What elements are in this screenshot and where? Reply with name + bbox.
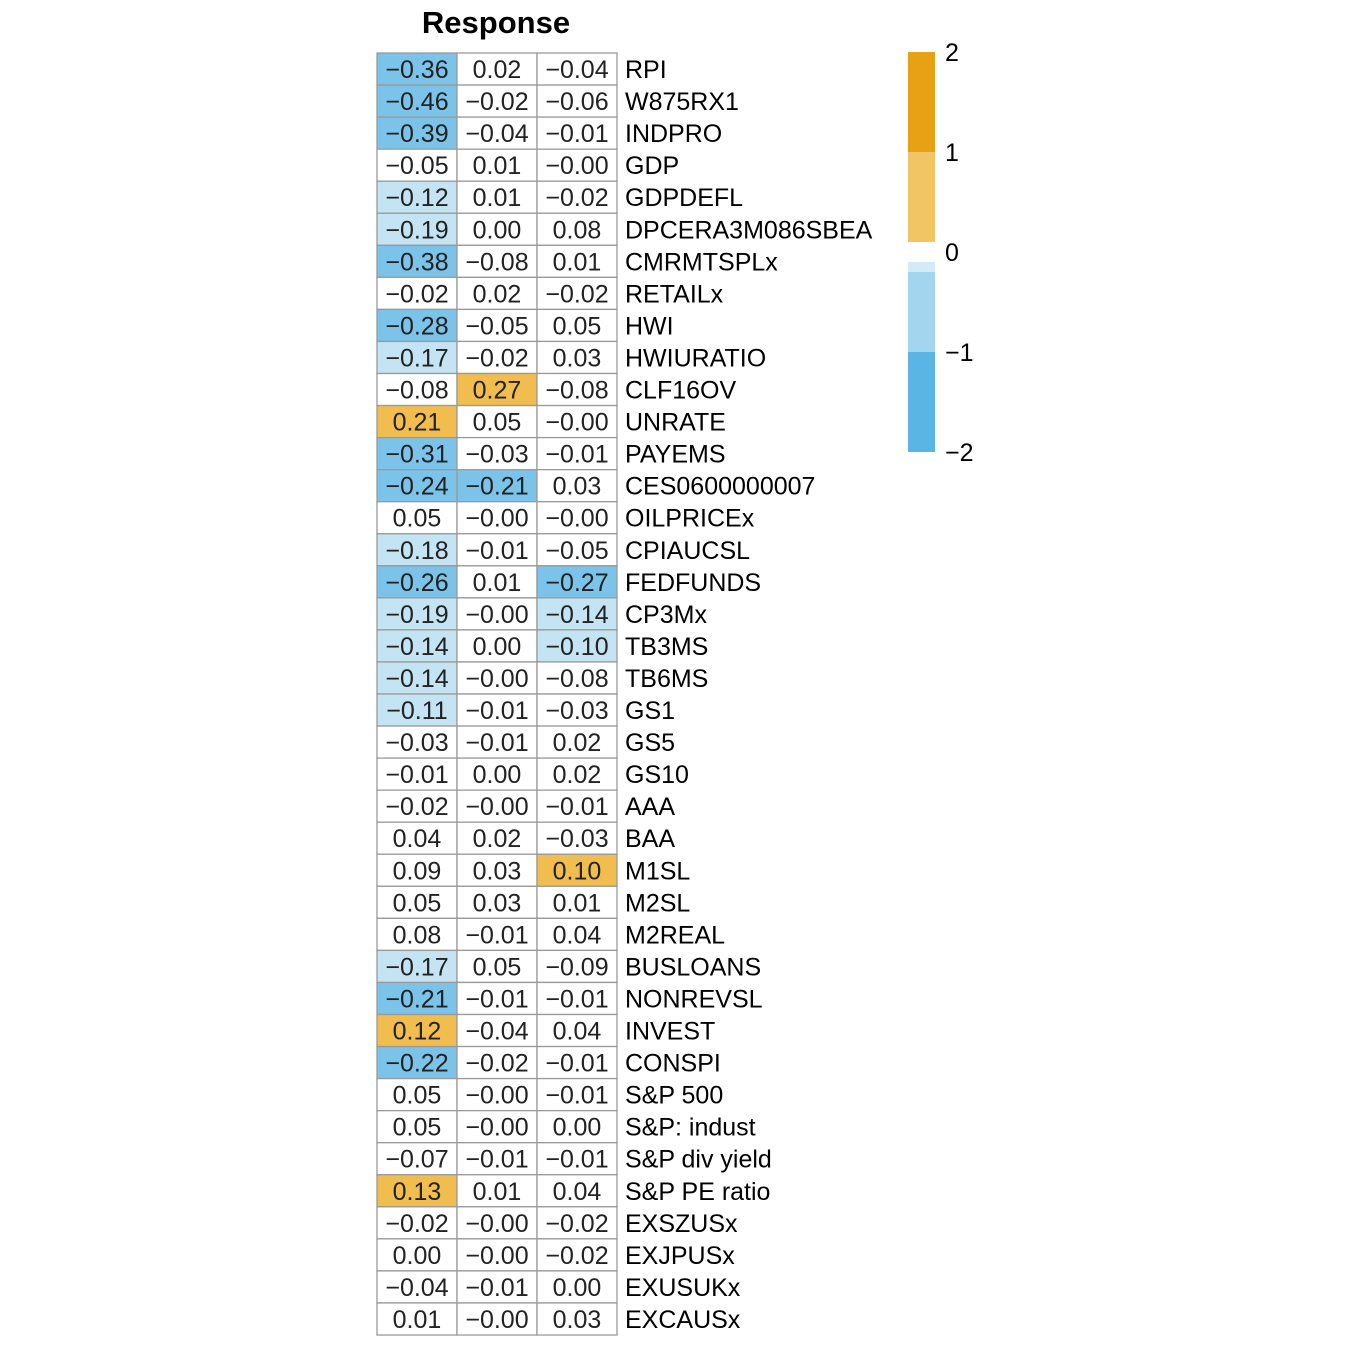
row-label: AAA xyxy=(625,793,676,822)
cell-value-label: −0.00 xyxy=(465,1209,529,1238)
cell-value-label: 0.10 xyxy=(552,857,602,886)
cell-value-label: −0.00 xyxy=(465,600,529,629)
cell-value-label: −0.21 xyxy=(385,985,449,1014)
cell-value-label: −0.39 xyxy=(385,120,449,149)
row-label: S&P PE ratio xyxy=(625,1177,771,1206)
row-label: EXJPUSx xyxy=(625,1241,735,1270)
cell-value-label: 0.01 xyxy=(392,1305,442,1334)
cell-value-label: −0.03 xyxy=(385,729,449,758)
row-label: GDP xyxy=(625,152,680,181)
cell-value-label: 0.12 xyxy=(392,1017,442,1046)
cell-value-label: 0.02 xyxy=(472,280,522,309)
cell-value-label: 0.04 xyxy=(392,825,442,854)
cell-value-label: −0.27 xyxy=(545,568,609,597)
cell-value-label: −0.02 xyxy=(545,280,609,309)
colorbar-tick-label: 2 xyxy=(945,39,959,67)
cell-value-label: −0.14 xyxy=(545,600,609,629)
row-label: HWI xyxy=(625,312,674,341)
row-label: EXSZUSx xyxy=(625,1209,738,1238)
row-label: RPI xyxy=(625,56,667,85)
cell-value-label: 0.00 xyxy=(392,1241,442,1270)
cell-value-label: 0.27 xyxy=(472,376,522,405)
cell-value-label: −0.02 xyxy=(385,1209,449,1238)
colorbar-segment xyxy=(908,152,935,242)
cell-value-label: 0.00 xyxy=(472,761,522,790)
cell-value-label: 0.03 xyxy=(472,857,522,886)
colorbar-tick-label: 0 xyxy=(945,239,959,267)
cell-value-label: 0.00 xyxy=(552,1113,602,1142)
cell-value-label: 0.02 xyxy=(472,825,522,854)
cell-value-label: −0.04 xyxy=(465,120,529,149)
cell-value-label: −0.04 xyxy=(465,1017,529,1046)
cell-value-label: −0.31 xyxy=(385,440,449,469)
cell-value-label: 0.00 xyxy=(552,1273,602,1302)
row-label: NONREVSL xyxy=(625,985,763,1014)
cell-value-label: −0.21 xyxy=(465,472,529,501)
cell-value-label: −0.08 xyxy=(545,664,609,693)
chart-title: Response xyxy=(421,5,571,40)
cell-value-label: −0.00 xyxy=(465,664,529,693)
cell-value-label: 0.05 xyxy=(392,504,442,533)
cell-value-label: 0.00 xyxy=(472,632,522,661)
cell-value-label: −0.46 xyxy=(385,88,449,117)
cell-value-label: −0.00 xyxy=(465,1241,529,1270)
row-label: M2SL xyxy=(625,889,691,918)
cell-value-label: 0.03 xyxy=(552,344,602,373)
colorbar-segment xyxy=(908,52,935,152)
cell-value-label: −0.01 xyxy=(465,536,529,565)
cell-value-label: −0.01 xyxy=(545,1081,609,1110)
row-label: INVEST xyxy=(625,1017,716,1046)
cell-value-label: −0.04 xyxy=(385,1273,449,1302)
row-label: CONSPI xyxy=(625,1049,721,1078)
cell-value-label: 0.01 xyxy=(472,1177,522,1206)
cell-value-label: 0.01 xyxy=(472,152,522,181)
cell-value-label: −0.02 xyxy=(385,793,449,822)
row-label: S&P div yield xyxy=(625,1145,772,1174)
colorbar-tick-label: 1 xyxy=(945,139,959,167)
row-label: BUSLOANS xyxy=(625,953,762,982)
cell-value-label: −0.26 xyxy=(385,568,449,597)
row-label: W875RX1 xyxy=(625,88,739,117)
cell-value-label: −0.01 xyxy=(465,729,529,758)
cell-value-label: −0.24 xyxy=(385,472,449,501)
row-label: GS1 xyxy=(625,697,676,726)
row-label: GS5 xyxy=(625,729,676,758)
cell-value-label: −0.01 xyxy=(545,985,609,1014)
cell-value-label: −0.05 xyxy=(545,536,609,565)
cell-value-label: −0.01 xyxy=(465,1273,529,1302)
cell-value-label: −0.01 xyxy=(545,1145,609,1174)
cell-value-label: −0.06 xyxy=(545,88,609,117)
row-label: CP3Mx xyxy=(625,600,707,629)
cell-value-label: −0.19 xyxy=(385,216,449,245)
cell-value-label: 0.00 xyxy=(472,216,522,245)
heatmap-cells xyxy=(377,53,617,1335)
cell-value-label: 0.02 xyxy=(552,761,602,790)
row-label: CES0600000007 xyxy=(625,472,816,501)
row-label: RETAILx xyxy=(625,280,724,309)
colorbar-segment xyxy=(908,272,935,352)
row-label: CMRMTSPLx xyxy=(625,248,778,277)
cell-value-label: 0.05 xyxy=(552,312,602,341)
row-label: FEDFUNDS xyxy=(625,568,762,597)
cell-value-label: −0.00 xyxy=(465,793,529,822)
colorbar-tick-label: −1 xyxy=(945,339,974,367)
cell-value-label: −0.12 xyxy=(385,184,449,213)
cell-value-label: −0.36 xyxy=(385,56,449,85)
cell-value-label: −0.01 xyxy=(465,921,529,950)
cell-value-label: −0.03 xyxy=(545,825,609,854)
cell-value-label: −0.02 xyxy=(465,1049,529,1078)
cell-value-label: −0.22 xyxy=(385,1049,449,1078)
cell-value-label: 0.03 xyxy=(552,472,602,501)
cell-value-label: −0.17 xyxy=(385,344,449,373)
row-label: INDPRO xyxy=(625,120,723,149)
cell-value-label: 0.02 xyxy=(552,729,602,758)
cell-value-label: −0.02 xyxy=(545,1241,609,1270)
cell-value-label: −0.07 xyxy=(385,1145,449,1174)
colorbar-segment xyxy=(908,262,935,272)
row-label: GDPDEFL xyxy=(625,184,744,213)
cell-value-label: −0.01 xyxy=(545,793,609,822)
colorbar-segment xyxy=(908,352,935,452)
cell-value-label: 0.04 xyxy=(552,1177,602,1206)
row-label: GS10 xyxy=(625,761,689,790)
cell-value-label: −0.19 xyxy=(385,600,449,629)
cell-value-label: −0.03 xyxy=(545,697,609,726)
cell-value-label: −0.00 xyxy=(465,1305,529,1334)
cell-value-label: −0.02 xyxy=(465,88,529,117)
cell-value-label: −0.03 xyxy=(465,440,529,469)
cell-value-label: 0.02 xyxy=(472,56,522,85)
cell-value-label: 0.21 xyxy=(392,408,442,437)
cell-value-label: −0.38 xyxy=(385,248,449,277)
cell-value-label: −0.00 xyxy=(545,152,609,181)
row-label: HWIURATIO xyxy=(625,344,767,373)
cell-value-label: 0.04 xyxy=(552,921,602,950)
cell-value-label: −0.01 xyxy=(465,697,529,726)
cell-value-label: −0.11 xyxy=(386,697,448,726)
cell-value-label: 0.13 xyxy=(392,1177,442,1206)
row-label: PAYEMS xyxy=(625,440,726,469)
row-label: EXCAUSx xyxy=(625,1305,741,1334)
row-label: S&P 500 xyxy=(625,1081,724,1110)
cell-value-label: −0.08 xyxy=(545,376,609,405)
cell-value-label: −0.09 xyxy=(545,953,609,982)
cell-value-label: 0.09 xyxy=(392,857,442,886)
cell-value-label: 0.05 xyxy=(392,1081,442,1110)
cell-value-label: −0.18 xyxy=(385,536,449,565)
cell-value-label: 0.01 xyxy=(552,248,602,277)
cell-value-label: 0.01 xyxy=(472,184,522,213)
cell-value-label: −0.00 xyxy=(545,408,609,437)
cell-value-label: −0.00 xyxy=(465,1113,529,1142)
cell-value-label: −0.02 xyxy=(465,344,529,373)
cell-value-label: 0.05 xyxy=(472,408,522,437)
cell-value-label: −0.08 xyxy=(385,376,449,405)
cell-value-label: −0.17 xyxy=(385,953,449,982)
row-label: CLF16OV xyxy=(625,376,737,405)
cell-value-label: −0.02 xyxy=(545,184,609,213)
cell-value-label: −0.05 xyxy=(465,312,529,341)
cell-value-label: −0.01 xyxy=(545,120,609,149)
cell-value-label: 0.05 xyxy=(392,1113,442,1142)
row-label: S&P: indust xyxy=(625,1113,756,1142)
cell-value-label: −0.14 xyxy=(385,664,449,693)
cell-value-label: 0.08 xyxy=(392,921,442,950)
row-label: TB6MS xyxy=(625,664,709,693)
cell-value-label: 0.04 xyxy=(552,1017,602,1046)
colorbar-tick-label: −2 xyxy=(945,439,974,467)
row-label: CPIAUCSL xyxy=(625,536,751,565)
cell-value-label: 0.08 xyxy=(552,216,602,245)
cell-value-label: −0.02 xyxy=(385,280,449,309)
row-label: OILPRICEx xyxy=(625,504,755,533)
cell-value-label: −0.05 xyxy=(385,152,449,181)
cell-value-label: 0.01 xyxy=(472,568,522,597)
cell-value-label: −0.02 xyxy=(545,1209,609,1238)
row-label: DPCERA3M086SBEA xyxy=(625,216,873,245)
cell-value-label: 0.05 xyxy=(392,889,442,918)
cell-value-label: −0.01 xyxy=(545,1049,609,1078)
row-label: TB3MS xyxy=(625,632,709,661)
cell-value-label: −0.08 xyxy=(465,248,529,277)
cell-value-label: 0.03 xyxy=(552,1305,602,1334)
cell-value-label: −0.04 xyxy=(545,56,609,85)
cell-value-label: −0.00 xyxy=(465,504,529,533)
cell-value-label: −0.01 xyxy=(465,985,529,1014)
cell-value-label: −0.14 xyxy=(385,632,449,661)
row-labels xyxy=(625,56,873,1334)
cell-value-label: −0.01 xyxy=(385,761,449,790)
cell-value-label: 0.03 xyxy=(472,889,522,918)
cell-value-label: −0.00 xyxy=(545,504,609,533)
row-label: BAA xyxy=(625,825,676,854)
row-label: M2REAL xyxy=(625,921,726,950)
colorbar xyxy=(908,39,974,467)
row-label: EXUSUKx xyxy=(625,1273,741,1302)
cell-value-label: −0.28 xyxy=(385,312,449,341)
row-label: UNRATE xyxy=(625,408,726,437)
cell-value-label: −0.01 xyxy=(465,1145,529,1174)
cell-value-label: −0.00 xyxy=(465,1081,529,1110)
cell-value-label: 0.05 xyxy=(472,953,522,982)
cell-value-label: 0.01 xyxy=(552,889,602,918)
cell-value-label: −0.01 xyxy=(545,440,609,469)
cell-value-label: −0.10 xyxy=(545,632,609,661)
row-label: M1SL xyxy=(625,857,691,886)
